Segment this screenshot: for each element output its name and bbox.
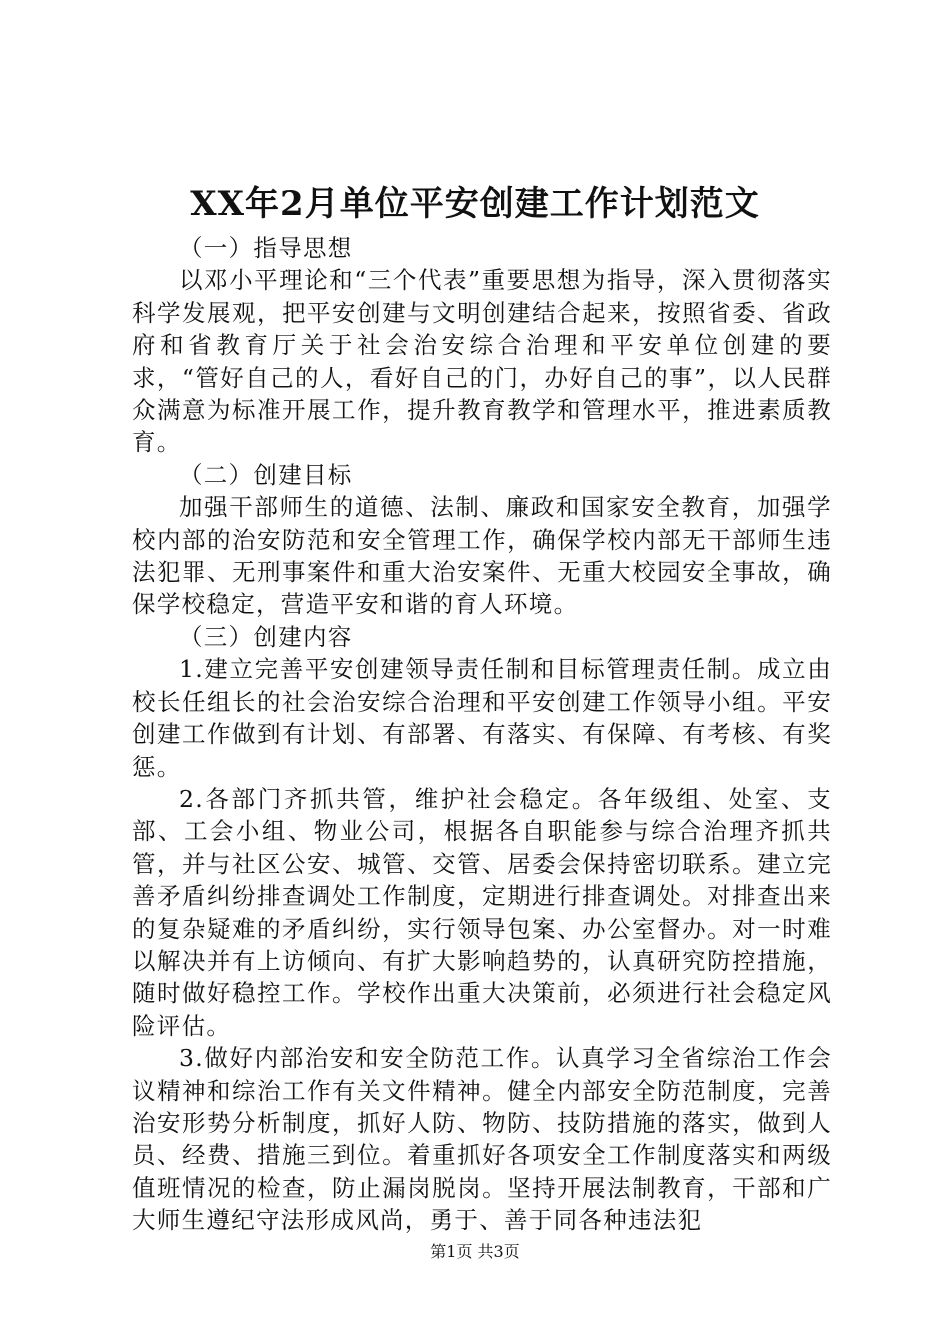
document-body	[132, 232, 832, 1237]
section-heading-goals: （二）创建目标	[179, 460, 353, 489]
page-number-footer: 第1页 共3页	[430, 1242, 520, 1261]
section-heading-guiding-ideology: （一）指导思想	[179, 234, 353, 262]
paragraph-item-1: 1.建立完善平安创建领导责任制和目标管理责任制。成立由校长任组长的社会治安综合治理和平安创建工作领导小组。平安创建工作做到有计划、有部署、有落实、有保障、有考核、有奖惩。	[132, 655, 832, 781]
paragraph-item-2: 2.各部门齐抓共管，维护社会稳定。各年级组、处室、支部、工会小组、物业公司，根据各自职能参与综合治理齐抓共管，并与社区公安、城管、交管、居委会保持密切联系。建立完善矛盾纠纷排查调处工作制度，定期进行排查调处。对排查出来的复杂疑难的矛盾纠纷，实行领导包案、办公室督办。对一时难以解决并有上访倾向、有扩大影响趋势的，认真研究防控措施，随时做好稳控工作。学校作出重大决策前，必须进行社会稳定风险评估。	[132, 784, 832, 1040]
paragraph-item-3: 3.做好内部治安和安全防范工作。认真学习全省综治工作会议精神和综治工作有关文件精神。健全内部安全防范制度，完善治安形势分析制度，抓好人防、物防、技防措施的落实，做到人员、经费、措施三到位。着重抓好各项安全工作制度落实和两级值班情况的检查，防止漏岗脱岗。坚持开展法制教育，干部和广大师生遵纪守法形成风尚，勇于、善于同各种违法犯	[132, 1044, 832, 1235]
page-title: XX年2月单位平安创建工作计划范文	[190, 184, 760, 224]
section-heading-content: （三）创建内容	[179, 622, 353, 651]
paragraph-goals: 加强干部师生的道德、法制、廉政和国家安全教育，加强学校内部的治安防范和安全管理工作，确保学校内部无干部师生违法犯罪、无刑事案件和重大治安案件、无重大校园安全事故，确保学校稳定，营造平安和谐的育人环境。	[132, 493, 832, 619]
paragraph-guiding-ideology: 以邓小平理论和“三个代表”重要思想为指导，深入贯彻落实科学发展观，把平安创建与文明创建结合起来，按照省委、省政府和省教育厅关于社会治安综合治理和平安单位创建的要求，“管好自己的人，看好自己的门，办好自己的事”，以人民群众满意为标准开展工作，提升教育教学和管理水平，推进素质教育。	[132, 266, 832, 457]
